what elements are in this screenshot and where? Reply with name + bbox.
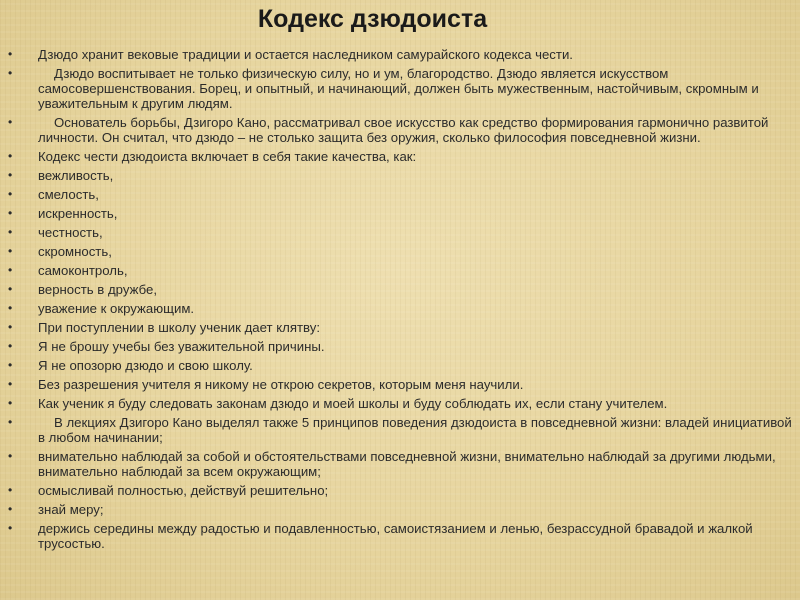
list-item-text: честность, [38,225,103,240]
list-item-text: вежливость, [38,168,114,183]
list-item-text: искренность, [38,206,118,221]
list-item-text: держись середины между радостью и подавленностью, самоистязанием и ленью, безрассудной бравадой и жалкой трусостью. [38,521,753,551]
list-item-text: Как ученик я буду следовать законам дзюдо и моей школы и буду соблюдать их, если стану учителем. [38,396,668,411]
page-title: Кодекс дзюдоиста [257,5,488,33]
list-item-text: уважение к окружающим. [38,301,195,316]
list-item [8,521,794,551]
list-item [8,320,794,335]
list-item-text: Дзюдо хранит вековые традиции и остается наследником самурайского кодекса чести. [38,47,573,62]
list-item [8,358,794,373]
list-item-text: Без разрешения учителя я никому не открою секретов, которым меня научили. [38,377,524,392]
list-item [8,206,794,221]
list-item-text: Кодекс чести дзюдоиста включает в себя такие качества, как: [38,149,417,164]
list-item-text: верность в дружбе, [38,282,157,297]
list-item-text: внимательно наблюдай за собой и обстоятельствами повседневной жизни, внимательно наблюдай за другими людьми, внимательно наблюдай за всем окружающим; [38,449,776,479]
list-item-text: осмысливай полностью, действуй решительно; [38,483,329,498]
list-item [8,187,794,202]
list-item [8,149,794,164]
list-item [8,115,794,145]
list-item-text: Я не брошу учебы без уважительной причины. [38,339,325,354]
list-item [8,377,794,392]
list-item [8,244,794,259]
list-item [8,225,794,240]
list-item [8,282,794,297]
list-item-text: • Дзюдо воспитывает не только физическую силу, но и ум, благородство. Дзюдо является искусством самосовершенствования. Борец, и опытный, и начинающий, должен быть мужественным, настойчивым, скромным и уважительным к другим людям. [38,66,759,111]
list-item [8,502,794,517]
list-item-text: При поступлении в школу ученик дает клятву: [38,320,320,335]
list-item [8,483,794,498]
list-item [8,396,794,411]
list-item [8,415,794,445]
list-item [8,47,794,62]
list-item-text: скромность, [38,244,112,259]
list-item-text: самоконтроль, [38,263,128,278]
list-item [8,301,794,316]
list-item-text: знай меру; [38,502,104,517]
list-item-text: Я не опозорю дзюдо и свою школу. [38,358,253,373]
list-item [8,66,794,111]
list-item-text: • Основатель борьбы, Дзигоро Кано, рассматривал свое искусство как средство формирования гармонично развитой личности. Он считал, что дзюдо – не столько защита без оружия, сколько философия повседневной жизни. [38,115,769,145]
list-item [8,339,794,354]
list-item-text: смелость, [38,187,99,202]
list-item [8,449,794,479]
list-item-text: • В лекциях Дзигоро Кано выделял также 5 принципов поведения дзюдоиста в повседневной жизни: владей инициативой в любом начинании; [38,415,792,445]
bullet-list [8,47,794,555]
list-item [8,168,794,183]
list-item [8,263,794,278]
